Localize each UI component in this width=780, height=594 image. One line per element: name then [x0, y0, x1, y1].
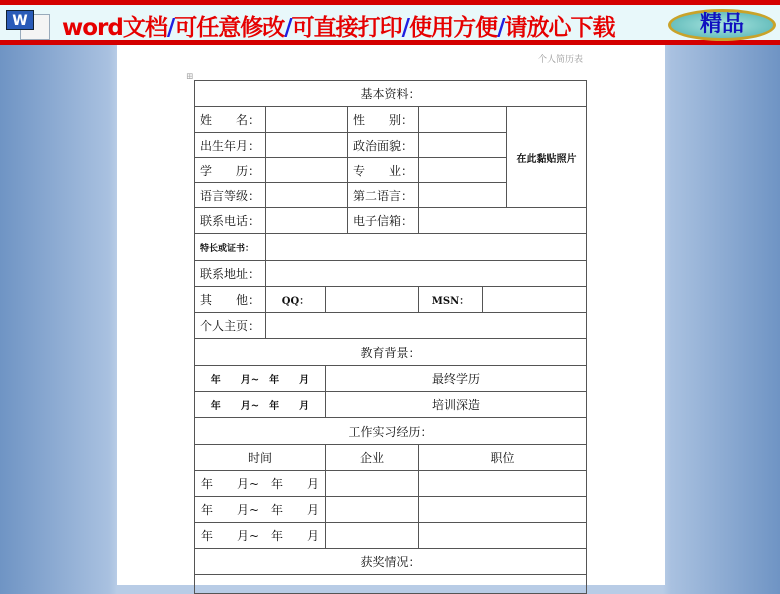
photo-placeholder[interactable]: 在此黏贴照片 — [506, 106, 587, 208]
education-training[interactable]: 培训深造 — [325, 391, 587, 418]
msn-field[interactable] — [482, 286, 587, 313]
homepage-label: 个人主页： — [194, 312, 266, 339]
banner-text: word文档/可任意修改/可直接打印/使用方便/请放心下载 — [62, 15, 615, 41]
education-field[interactable] — [265, 157, 348, 183]
work-header-time: 时间 — [194, 444, 326, 471]
work-position-field[interactable] — [418, 496, 587, 523]
language-label: 语言等级： — [194, 182, 266, 208]
other-label: 其 他： — [194, 286, 266, 313]
basic-title: 基本资料： — [194, 80, 587, 107]
qq-label: QQ： — [265, 286, 326, 313]
phone-field[interactable] — [265, 207, 348, 234]
education-period[interactable]: 年 月~ 年 月 — [194, 391, 326, 418]
work-company-field[interactable] — [325, 470, 419, 497]
work-title: 工作实习经历： — [194, 417, 587, 445]
name-label: 姓 名： — [194, 106, 266, 133]
work-period[interactable]: 年 月~ 年 月 — [194, 470, 326, 497]
major-label: 专 业： — [347, 157, 419, 183]
msn-label: MSN： — [418, 286, 483, 313]
name-field[interactable] — [265, 106, 348, 133]
work-header-position: 职位 — [418, 444, 587, 471]
word-document-icon: W — [4, 8, 56, 40]
second-language-field[interactable] — [418, 182, 507, 208]
major-field[interactable] — [418, 157, 507, 183]
address-field[interactable] — [265, 260, 587, 287]
birth-label: 出生年月： — [194, 132, 266, 158]
promo-banner — [0, 0, 780, 45]
awards-title: 获奖情况： — [194, 548, 587, 575]
work-period[interactable]: 年 月~ 年 月 — [194, 522, 326, 549]
political-field[interactable] — [418, 132, 507, 158]
language-field[interactable] — [265, 182, 348, 208]
education-final[interactable]: 最终学历 — [325, 365, 587, 392]
work-header-company: 企业 — [325, 444, 419, 471]
gender-label: 性 别： — [347, 106, 419, 133]
work-company-field[interactable] — [325, 496, 419, 523]
table-move-handle-icon[interactable]: ⊞ — [186, 72, 194, 82]
education-period[interactable]: 年 月~ 年 月 — [194, 365, 326, 392]
work-period[interactable]: 年 月~ 年 月 — [194, 496, 326, 523]
homepage-field[interactable] — [265, 312, 587, 339]
education-label: 学 历： — [194, 157, 266, 183]
work-company-field[interactable] — [325, 522, 419, 549]
work-position-field[interactable] — [418, 522, 587, 549]
work-position-field[interactable] — [418, 470, 587, 497]
premium-badge: 精品 — [668, 9, 776, 41]
address-label: 联系地址： — [194, 260, 266, 287]
skills-label: 特长或证书： — [194, 233, 266, 261]
header-note: 个人简历表 — [538, 55, 584, 65]
skills-field[interactable] — [265, 233, 587, 261]
political-label: 政治面貌： — [347, 132, 419, 158]
awards-field[interactable] — [194, 574, 587, 594]
phone-label: 联系电话： — [194, 207, 266, 234]
birth-field[interactable] — [265, 132, 348, 158]
qq-field[interactable] — [325, 286, 419, 313]
education-title: 教育背景： — [194, 338, 587, 366]
email-field[interactable] — [418, 207, 587, 234]
gender-field[interactable] — [418, 106, 507, 133]
email-label: 电子信箱： — [347, 207, 419, 234]
second-language-label: 第二语言： — [347, 182, 419, 208]
